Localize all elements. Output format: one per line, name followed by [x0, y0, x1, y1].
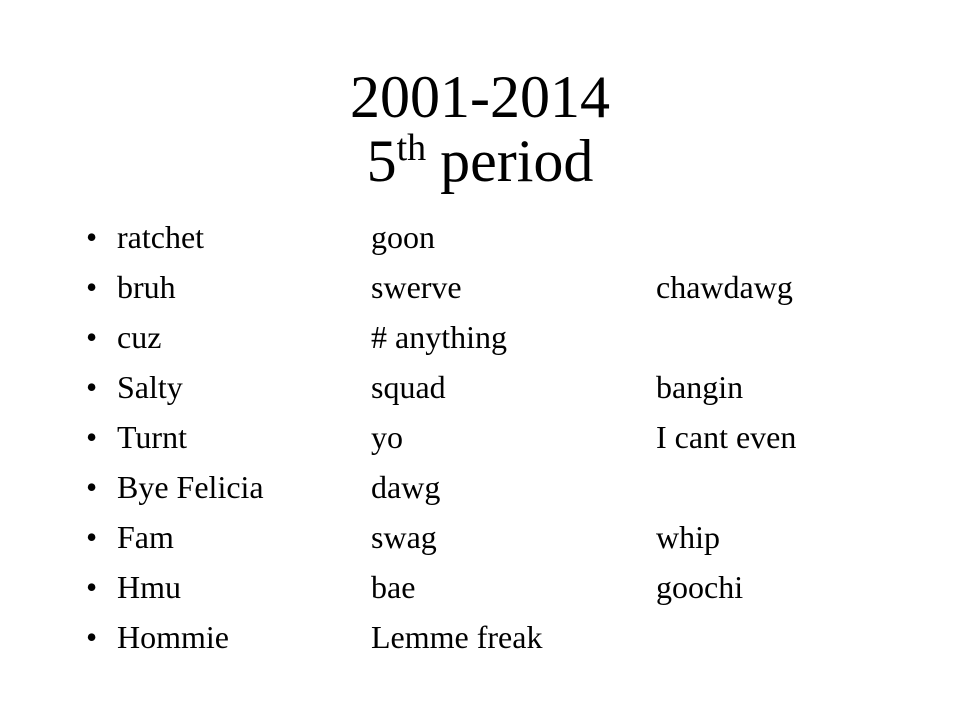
period-number: 5 — [366, 128, 397, 194]
term-col2: Lemme freak — [371, 619, 543, 655]
slide-title — [0, 65, 960, 193]
bullet-icon — [86, 262, 97, 312]
list-item — [0, 562, 960, 612]
term-col3: chawdawg — [656, 269, 793, 305]
list-item — [0, 512, 960, 562]
term-col1: Fam — [117, 519, 174, 555]
term-col3: goochi — [656, 569, 744, 605]
term-col2: yo — [371, 419, 403, 455]
bullet-icon — [86, 312, 97, 362]
term-col1: Hommie — [117, 619, 229, 655]
term-col2: goon — [371, 219, 435, 255]
bullet-icon — [86, 462, 97, 512]
list-item — [0, 212, 960, 262]
bullet-icon — [86, 412, 97, 462]
term-col3: bangin — [656, 369, 744, 405]
list-item — [0, 262, 960, 312]
list-item — [0, 462, 960, 512]
bullet-icon — [86, 512, 97, 562]
term-col1: ratchet — [117, 219, 205, 255]
list-item — [0, 312, 960, 362]
bullet-icon — [86, 362, 97, 412]
term-col2: dawg — [371, 469, 441, 505]
slang-list — [0, 212, 960, 662]
term-col3: whip — [656, 519, 720, 555]
term-col2: squad — [371, 369, 446, 405]
term-col1: Bye Felicia — [117, 469, 264, 505]
term-col1: bruh — [117, 269, 176, 305]
title-period — [0, 129, 960, 193]
term-col1: Hmu — [117, 569, 181, 605]
term-col1: Turnt — [117, 419, 187, 455]
bullet-icon — [86, 562, 97, 612]
term-col2: swag — [371, 519, 437, 555]
bullet-icon — [86, 212, 97, 262]
bullet-icon — [86, 612, 97, 662]
term-col3: I cant even — [656, 419, 797, 455]
term-col2: # anything — [371, 319, 507, 355]
term-col2: swerve — [371, 269, 462, 305]
list-item — [0, 362, 960, 412]
list-item — [0, 612, 960, 662]
list-item — [0, 412, 960, 462]
term-col1: cuz — [117, 319, 162, 355]
title-years: 2001-2014 — [350, 64, 610, 130]
period-ordinal-suffix: th — [396, 127, 427, 169]
term-col2: bae — [371, 569, 416, 605]
term-col1: Salty — [117, 369, 183, 405]
period-word: period — [440, 128, 594, 194]
